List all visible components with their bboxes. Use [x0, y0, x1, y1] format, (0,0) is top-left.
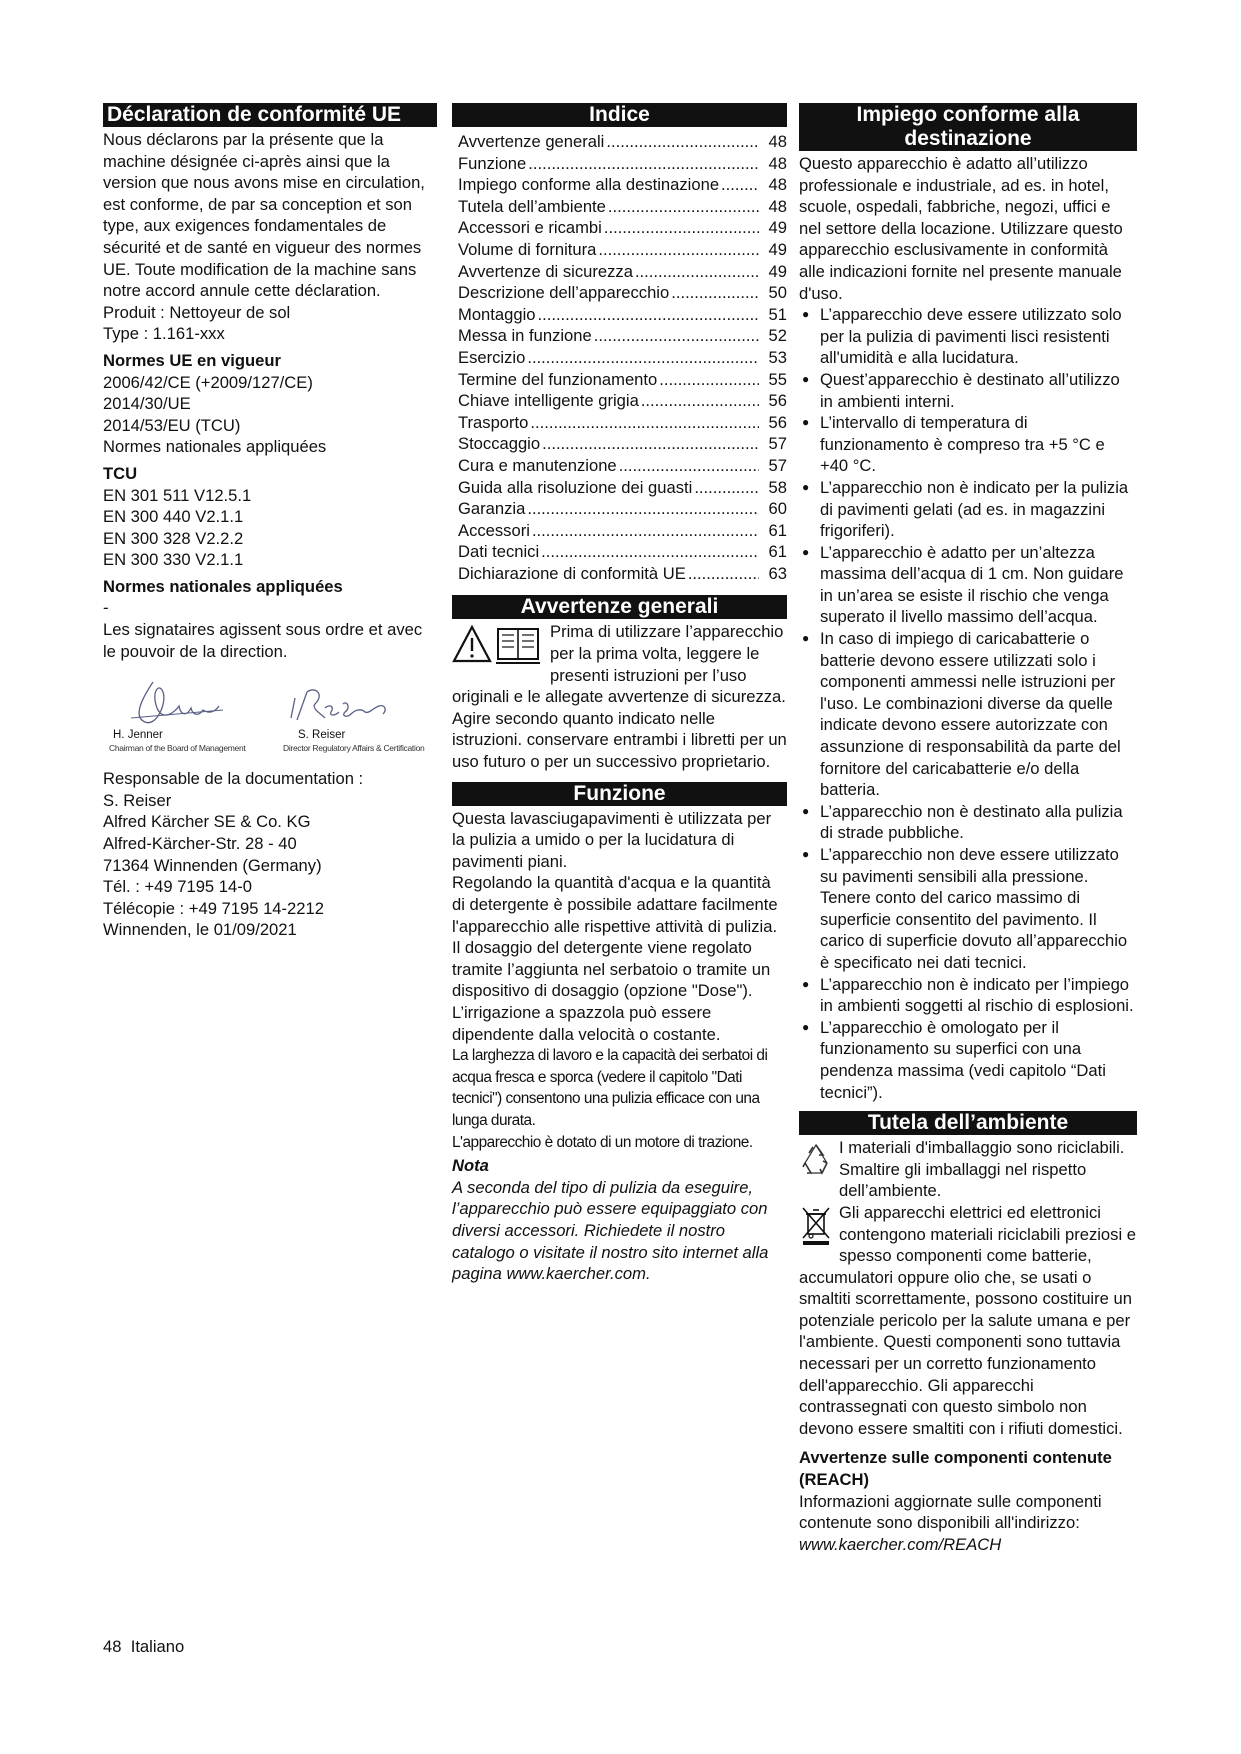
tcu-title: TCU: [103, 463, 138, 483]
contact-line: S. Reiser: [103, 790, 172, 810]
toc-page: 56: [768, 391, 787, 411]
list-item: ● L’apparecchio è omologato per il funzionamento su superfici con una pendenza massima (vedi capitolo “Dati tecnici”).: [799, 1017, 1137, 1103]
toc-label: Esercizio: [458, 347, 526, 367]
toc-label: Trasporto: [458, 412, 529, 432]
toc-entry[interactable]: [452, 433, 787, 455]
toc-entry[interactable]: [452, 174, 787, 196]
toc-page: 55: [768, 369, 787, 389]
toc-page: 48: [768, 196, 787, 216]
general-warnings: [452, 621, 787, 772]
toc-entry[interactable]: [452, 477, 787, 499]
national-value: -: [103, 598, 109, 618]
toc-entry[interactable]: [452, 196, 787, 218]
list-item: ● L’apparecchio deve essere utilizzato solo per la pulizia di pavimenti lisci resistenti all'umidità e alla lucidatura.: [799, 304, 1137, 369]
signature-reiser: [285, 678, 395, 728]
normes-item: Normes nationales appliquées: [103, 437, 327, 457]
tcu-item: EN 300 330 V2.1.1: [103, 550, 244, 570]
use-bullet-list: [799, 304, 1137, 1103]
toc-page: 49: [768, 239, 787, 259]
warning-manual-icon: [452, 623, 544, 667]
contact-line: Tél. : +49 7195 14-0: [103, 877, 252, 897]
signer-1-role: Chairman of the Board of Management: [109, 743, 246, 754]
toc-page: 57: [768, 455, 787, 475]
contact-line: Responsable de la documentation :: [103, 769, 364, 789]
signer-1-name: H. Jenner: [113, 729, 163, 742]
toc-entry[interactable]: [452, 131, 787, 153]
toc-entry[interactable]: [452, 455, 787, 477]
toc-entry[interactable]: [452, 325, 787, 347]
crossed-bin-icon: [799, 1204, 833, 1246]
toc-entry[interactable]: [452, 541, 787, 563]
env-weee: [799, 1202, 1137, 1440]
general-text: Prima di utilizzare l’apparecchio per la prima volta, leggere le presenti istruzioni per l’uso originali e le allegate avvertenze di sicurezza. Agire secondo quanto indicato nelle istruzioni. conservare entrambi i libretti per un uso futuro o per un successivo proprietario.: [452, 622, 787, 772]
list-item: ● L’apparecchio non è destinato alla pulizia di strade pubbliche.: [799, 801, 1137, 844]
use-heading: [799, 103, 1137, 151]
env-heading: Tutela dell’ambiente: [799, 1111, 1137, 1135]
toc-page: 52: [768, 326, 787, 346]
toc-label: Cura e manutenzione: [458, 455, 617, 475]
use-intro: Questo apparecchio è adatto all’utilizzo professionale e industriale, ad es. in hotel, scuole, ospedali, fabbriche, negozi, uffici e nel settore della locazione. Utilizzare questo apparecchio esclusivamente in conformità alle indicazioni fornite nel presente manuale d'uso.: [799, 154, 1123, 303]
normes-item: 2014/30/UE: [103, 394, 191, 414]
toc-label: Messa in funzione: [458, 326, 592, 346]
toc-label: Funzione: [458, 153, 527, 173]
toc-label: Avvertenze generali: [458, 132, 605, 151]
reach-text: Informazioni aggiornate sulle componenti contenute sono disponibili all'indirizzo:: [799, 1491, 1102, 1533]
toc-label: Impiego conforme alla destinazione: [458, 175, 720, 195]
column-index: [452, 103, 787, 1285]
toc-entry[interactable]: [452, 153, 787, 175]
signatories-text: Les signataires agissent sous ordre et avec le pouvoir de la direction.: [103, 620, 423, 661]
list-item: ● L’apparecchio è adatto per un’altezza massima dell’acqua di 1 cm. Non guidare in un’area se esiste il rischio che venga superato il livello massimo dell’acqua.: [799, 542, 1137, 628]
function-paragraph: Regolando la quantità d'acqua e la quantità di detergente è possibile adattare facilmente l'apparecchio alle rispettive attività di pulizia. Il dosaggio del detergente viene regolato tramite l’aggiunta nel serbatoio o tramite un dispositivo di dosaggio (opzione "Dose").: [452, 873, 778, 1001]
toc-entry[interactable]: [452, 498, 787, 520]
toc-entry[interactable]: [452, 304, 787, 326]
declaration-intro: Nous déclarons par la présente que la machine désignée ci-après ainsi que la version que nous avons mise en circulation, est conforme, de par sa conception et son type, aux exigences fondamentales de sécurité et de santé en vigueur des normes UE. Toute modification de la machine sans notre accord annule cette déclaration.: [103, 130, 425, 301]
toc-label: Garanzia: [458, 499, 526, 519]
toc-entry[interactable]: [452, 412, 787, 434]
toc-entry[interactable]: [452, 261, 787, 283]
signer-2-role: Director Regulatory Affairs & Certification: [283, 743, 425, 754]
toc-entry[interactable]: [452, 369, 787, 391]
function-paragraph: Questa lavasciugapavimenti è utilizzata per la pulizia a umido o per la lucidatura di pavimenti piani.: [452, 808, 772, 871]
toc-page: 50: [768, 283, 787, 303]
toc-label: Montaggio: [458, 304, 536, 324]
function-heading: Funzione: [452, 782, 787, 806]
toc-label: Descrizione dell’apparecchio: [458, 283, 670, 303]
toc-entry[interactable]: [452, 282, 787, 304]
toc-entry[interactable]: [452, 563, 787, 585]
toc-page: 49: [768, 261, 787, 281]
env-text-1: I materiali d'imballaggio sono riciclabili. Smaltire gli imballaggi nel rispetto dell’ambiente.: [839, 1138, 1125, 1201]
list-item: ● L’apparecchio non deve essere utilizzato su pavimenti sensibili alla pressione. Tenere conto del carico massimo di superficie consentito del pavimento. Il carico di superficie dovuto all’apparecchio è specificato nei dati tecnici.: [799, 844, 1137, 974]
page-number: 48: [103, 1637, 122, 1656]
list-item: ● In caso di impiego di caricabatterie o batterie devono essere utilizzati solo i componenti ammessi nelle istruzioni per l'uso. Le combinazioni diverse da quelle indicate devono essere autorizzate con assunzione di responsabilità da parte del fornitore del caricabatterie e/o della batteria.: [799, 628, 1137, 801]
toc-page: 63: [768, 563, 787, 583]
contact-line: Winnenden, le 01/09/2021: [103, 920, 297, 940]
toc-label: Stoccaggio: [458, 434, 541, 454]
list-item: ● L’intervallo di temperatura di funzionamento è compreso tra +5 °C e +40 °C.: [799, 412, 1137, 477]
normes-item: 2014/53/EU (TCU): [103, 415, 241, 435]
function-paragraph: La larghezza di lavoro e la capacità dei serbatoi di acqua fresca e sporca (vedere il capitolo "Dati tecnici") consentono una pulizia efficace con una lunga durata.: [452, 1047, 768, 1129]
env-text-2: Gli apparecchi elettrici ed elettronici contengono materiali riciclabili preziosi e spesso componenti come batterie, accumulatori oppure olio che, se usati o smaltiti scorrettamente, possono costituire un potenziale pericolo per la salute umana e per l'ambiente. Questi componenti sono tuttavia necessari per un corretto funzionamento dell'apparecchio. Gli apparecchi contrassegnati con questo simbolo non devono essere smaltiti con i rifiuti domestici.: [799, 1202, 1136, 1438]
toc-label: Volume di fornitura: [458, 239, 597, 259]
type-line: Type : 1.161-xxx: [103, 324, 225, 344]
list-item: ● L’apparecchio non è indicato per l’impiego in ambienti soggetti al rischio di esplosioni.: [799, 974, 1137, 1017]
env-packaging: [799, 1137, 1137, 1202]
contact-line: Alfred-Kärcher-Str. 28 - 40: [103, 834, 297, 854]
toc-page: 48: [768, 153, 787, 173]
column-declaration: [103, 103, 437, 941]
note-title: Nota: [452, 1156, 489, 1176]
toc-page: 57: [768, 434, 787, 454]
toc-label: Chiave intelligente grigia: [458, 391, 639, 411]
normes-title: Normes UE en vigueur: [103, 350, 281, 370]
column-use: [799, 103, 1137, 1555]
toc-label: Termine del funzionamento: [458, 369, 658, 389]
toc-entry[interactable]: [452, 239, 787, 261]
signer-2-name: S. Reiser: [298, 729, 346, 742]
toc-page: 61: [768, 520, 787, 540]
tcu-item: EN 300 328 V2.2.2: [103, 528, 244, 548]
list-item: ● L’apparecchio non è indicato per la pulizia di pavimenti gelati (ad es. in magazzini frigoriferi).: [799, 477, 1137, 542]
toc-page: 51: [768, 304, 787, 324]
reach-title: Avvertenze sulle componenti contenute (REACH): [799, 1448, 1112, 1490]
signatures: [103, 670, 437, 768]
recycling-icon: [799, 1139, 833, 1181]
function-paragraph: L'apparecchio è dotato di un motore di trazione.: [452, 1133, 753, 1151]
section-heading: Déclaration de conformité UE: [103, 103, 437, 127]
toc-page: 56: [768, 412, 787, 432]
toc-entry[interactable]: [452, 390, 787, 412]
toc-page: 60: [768, 499, 787, 519]
table-of-contents: [452, 131, 787, 584]
general-heading: Avvertenze generali: [452, 595, 787, 619]
toc-page: 58: [768, 477, 787, 497]
list-item: ● Quest’apparecchio è destinato all’utilizzo in ambienti interni.: [799, 369, 1137, 412]
product-line: Produit : Nettoyeur de sol: [103, 302, 291, 322]
toc-page: 49: [768, 218, 787, 238]
page-footer: [103, 1636, 184, 1658]
function-paragraph: L’irrigazione a spazzola può essere dipendente dalla velocità o costante.: [452, 1002, 721, 1044]
toc-page: 61: [768, 542, 787, 562]
national-title: Normes nationales appliquées: [103, 576, 343, 596]
toc-label: Dichiarazione di conformità UE: [458, 563, 686, 583]
contact-line: Télécopie : +49 7195 14-2212: [103, 898, 324, 918]
toc-entry[interactable]: [452, 347, 787, 369]
normes-item: 2006/42/CE (+2009/127/CE): [103, 372, 313, 392]
toc-label: Dati tecnici: [458, 542, 540, 562]
toc-label: Tutela dell’ambiente: [458, 196, 606, 216]
toc-entry[interactable]: [452, 217, 787, 239]
toc-label: Accessori e ricambi: [458, 218, 602, 238]
contact-line: Alfred Kärcher SE & Co. KG: [103, 812, 311, 832]
tcu-item: EN 301 511 V12.5.1: [103, 485, 252, 505]
toc-page: 53: [768, 347, 787, 367]
use-heading-line: destinazione: [904, 127, 1032, 150]
footer-language: Italiano: [130, 1637, 185, 1656]
toc-page: 48: [768, 132, 787, 151]
note-text: A seconda del tipo di pulizia da eseguire, l’apparecchio può essere equipaggiato con diversi accessori. Richiedete il nostro catalogo o visitate il nostro sito internet alla pagina www.kaercher.com.: [452, 1177, 769, 1284]
tcu-item: EN 300 440 V2.1.1: [103, 507, 244, 527]
toc-heading: Indice: [452, 103, 787, 127]
signature-jenner: [123, 672, 233, 730]
toc-entry[interactable]: [452, 520, 787, 542]
contact-line: 71364 Winnenden (Germany): [103, 855, 322, 875]
toc-label: Avvertenze di sicurezza: [458, 261, 633, 281]
toc-label: Guida alla risoluzione dei guasti: [458, 477, 693, 497]
reach-url[interactable]: www.kaercher.com/REACH: [799, 1534, 1002, 1554]
toc-label: Accessori: [458, 520, 530, 540]
toc-page: 48: [768, 175, 787, 195]
use-heading-line: Impiego conforme alla: [856, 103, 1080, 126]
